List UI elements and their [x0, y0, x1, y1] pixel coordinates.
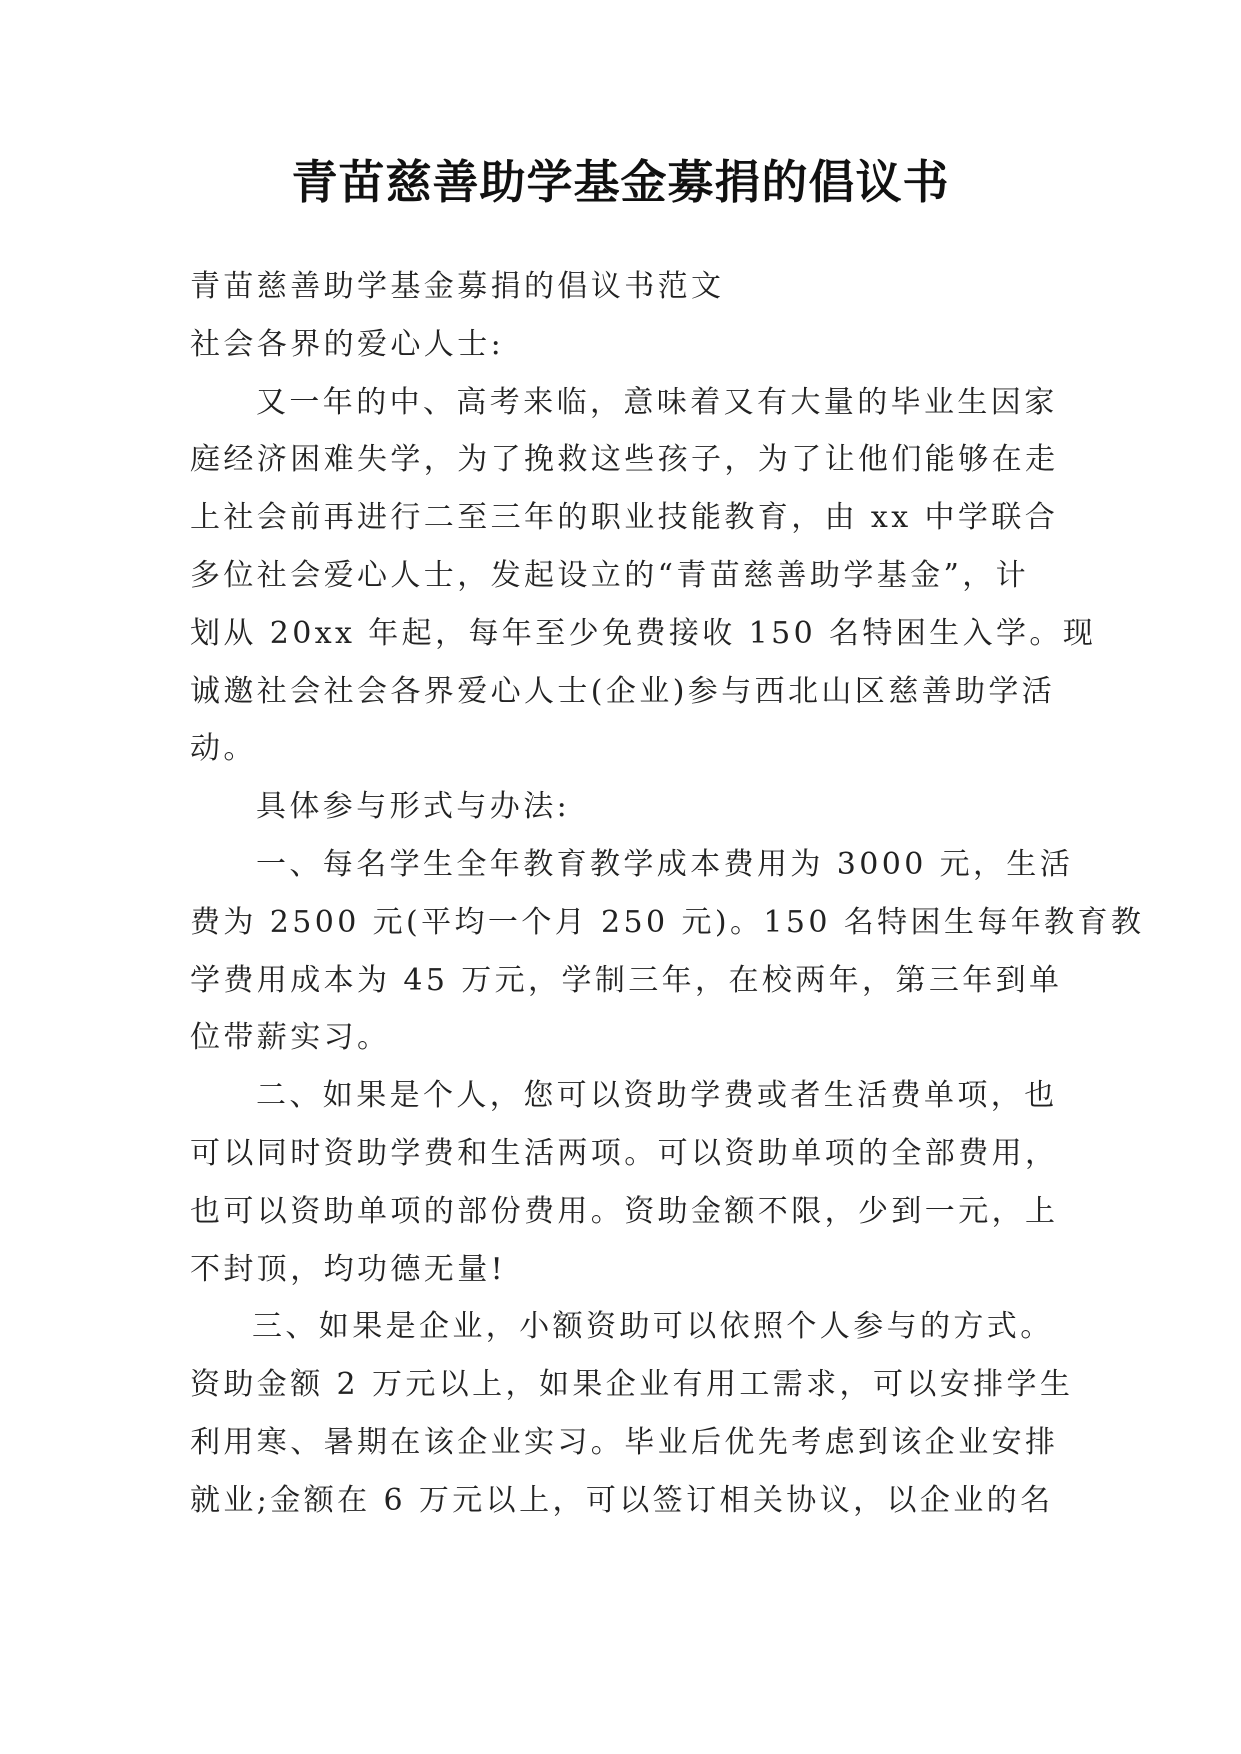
salutation-line: 社会各界的爱心人士: — [190, 326, 505, 362]
paragraph-line: 也可以资助单项的部份费用。资助金额不限，少到一元，上 — [190, 1193, 1059, 1229]
paragraph-line: 诚邀社会社会各界爱心人士(企业)参与西北山区慈善助学活 — [190, 673, 1056, 709]
paragraph-line: 就业;金额在 6 万元以上，可以签订相关协议，以企业的名 — [190, 1482, 1054, 1518]
paragraph-line: 位带薪实习。 — [190, 1020, 391, 1056]
paragraph-line: 学费用成本为 45 万元，学制三年，在校两年，第三年到单 — [190, 962, 1063, 998]
section-heading: 具体参与形式与办法: — [256, 789, 571, 825]
paragraph-line: 划从 20xx 年起，每年至少免费接收 150 名特困生入学。现 — [190, 615, 1097, 651]
paragraph-line: 二、如果是个人，您可以资助学费或者生活费单项，也 — [256, 1078, 1058, 1114]
paragraph-line: 庭经济困难失学，为了挽救这些孩子，为了让他们能够在走 — [190, 442, 1059, 478]
paragraph-line: 可以同时资助学费和生活两项。可以资助单项的全部费用， — [190, 1135, 1059, 1171]
paragraph-line: 利用寒、暑期在该企业实习。毕业后优先考虑到该企业安排 — [190, 1424, 1059, 1460]
paragraph-line: 动。 — [190, 731, 257, 767]
paragraph-line: 不封顶，均功德无量! — [190, 1251, 507, 1287]
paragraph-line: 三、如果是企业，小额资助可以依照个人参与的方式。 — [252, 1309, 1054, 1345]
paragraph-line: 资助金额 2 万元以上，如果企业有用工需求，可以安排学生 — [190, 1367, 1074, 1403]
document-body — [190, 258, 1145, 1530]
paragraph-line: 又一年的中、高考来临，意味着又有大量的毕业生因家 — [256, 384, 1058, 420]
document-title: 青苗慈善助学基金募捐的倡议书 — [291, 155, 950, 209]
paragraph-line: 上社会前再进行二至三年的职业技能教育，由 xx 中学联合 — [190, 500, 1059, 536]
paragraph-line: 费为 2500 元(平均一个月 250 元)。150 名特困生每年教育教 — [190, 904, 1145, 940]
paragraph-line: 一、每名学生全年教育教学成本费用为 3000 元，生活 — [256, 846, 1074, 882]
subtitle-line: 青苗慈善助学基金募捐的倡议书范文 — [190, 269, 725, 304]
paragraph-line: 多位社会爱心人士，发起设立的“青苗慈善助学基金”，计 — [190, 557, 1030, 593]
